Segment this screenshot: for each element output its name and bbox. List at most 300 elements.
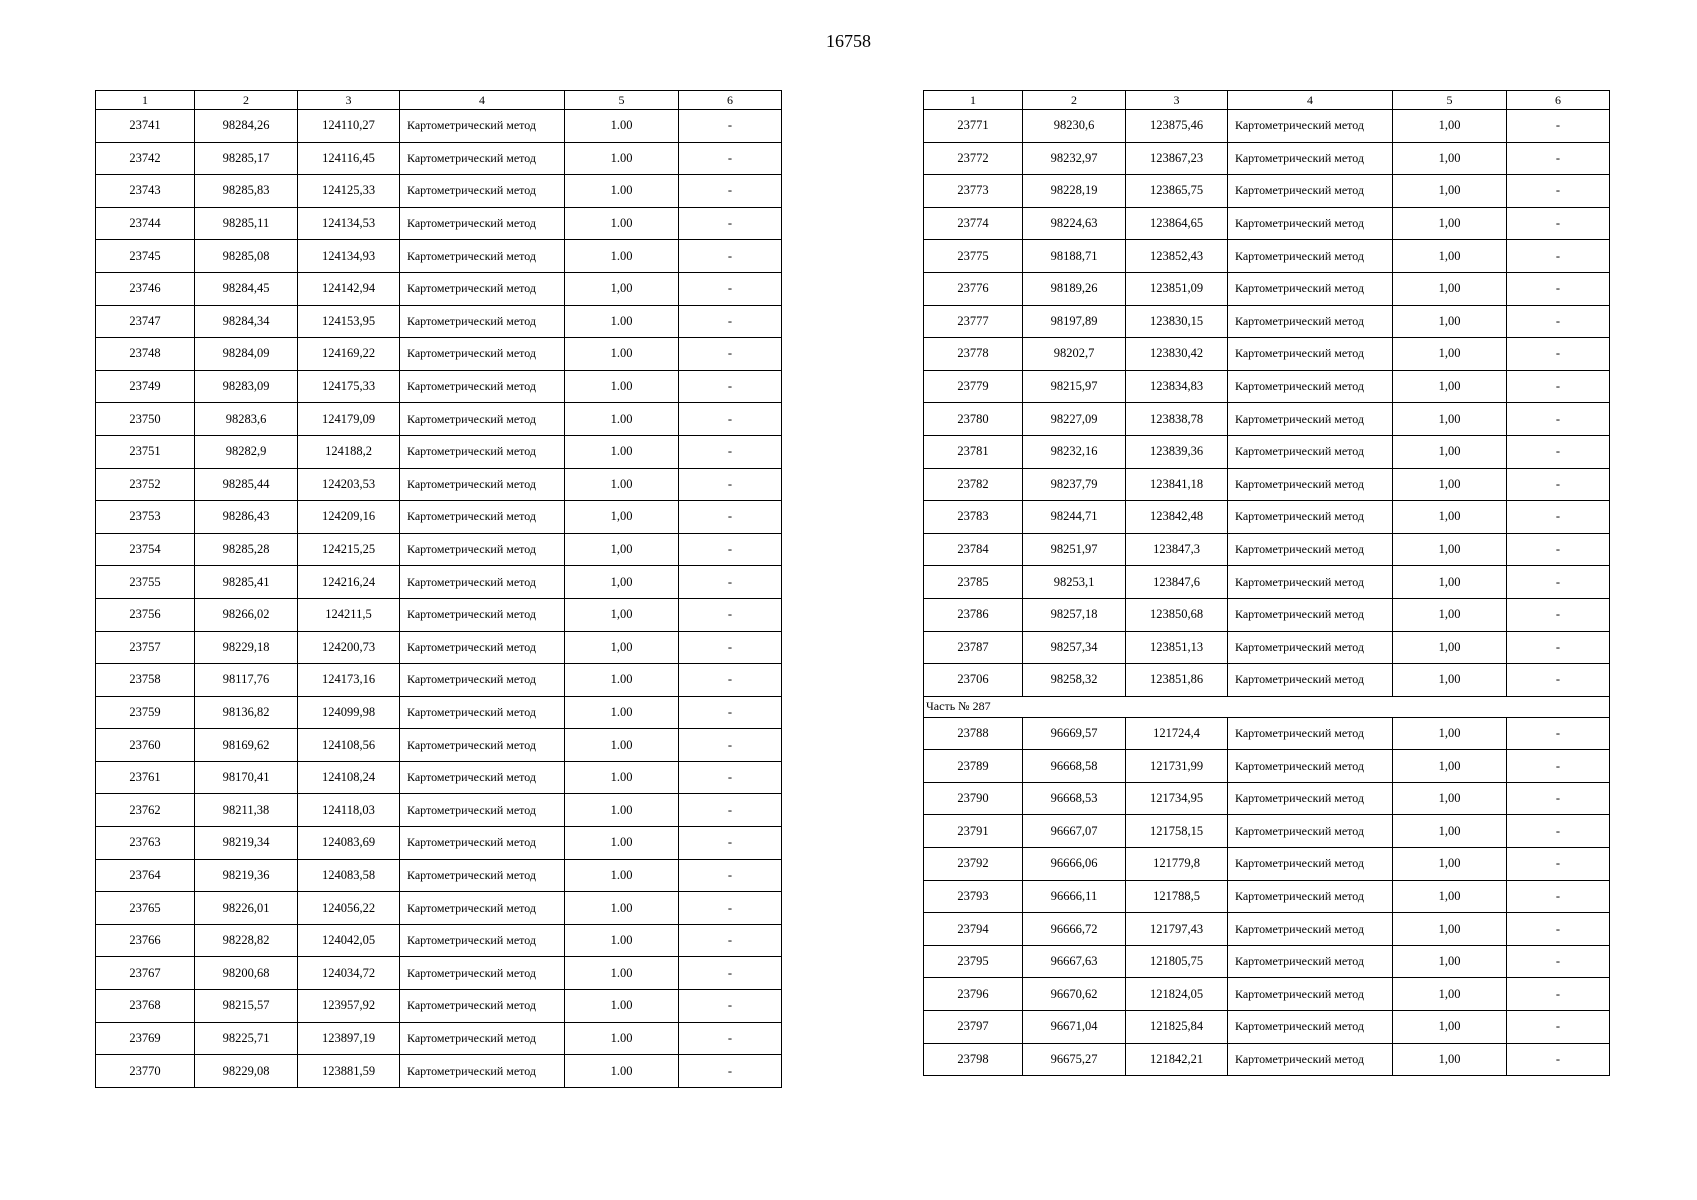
table-cell: 98284,45 — [195, 272, 298, 305]
table-cell: 23749 — [96, 370, 195, 403]
table-row — [924, 978, 1610, 1011]
column-header: 2 — [195, 91, 298, 110]
table-cell: 124083,58 — [298, 859, 400, 892]
table-cell: 1,00 — [565, 566, 679, 599]
table-cell: - — [1507, 717, 1610, 750]
table-row — [924, 207, 1610, 240]
table-cell: 1.00 — [565, 859, 679, 892]
table-cell: 1.00 — [565, 142, 679, 175]
table-cell: Картометрический метод — [1228, 913, 1393, 946]
table-cell: - — [1507, 750, 1610, 783]
table-cell: Картометрический метод — [400, 305, 565, 338]
table-cell: 123847,6 — [1126, 566, 1228, 599]
table-cell: 98286,43 — [195, 501, 298, 534]
table-cell: 1.00 — [565, 761, 679, 794]
table-cell: 1,00 — [1393, 533, 1507, 566]
table-cell: - — [679, 1022, 782, 1055]
table-cell: 98228,82 — [195, 924, 298, 957]
table-cell: 123957,92 — [298, 990, 400, 1023]
table-cell: 98228,19 — [1023, 175, 1126, 208]
table-cell: 123842,48 — [1126, 501, 1228, 534]
table-cell: 23783 — [924, 501, 1023, 534]
table-cell: 1.00 — [565, 468, 679, 501]
table-cell: 23795 — [924, 945, 1023, 978]
table-cell: 23766 — [96, 924, 195, 957]
table-cell: 1.00 — [565, 990, 679, 1023]
table-cell: Картометрический метод — [400, 794, 565, 827]
table-cell: 98197,89 — [1023, 305, 1126, 338]
table-row — [96, 631, 782, 664]
table-row — [96, 305, 782, 338]
table-row — [96, 175, 782, 208]
table-cell: 98253,1 — [1023, 566, 1126, 599]
table-cell: 123875,46 — [1126, 110, 1228, 143]
table-cell: 98284,09 — [195, 338, 298, 371]
table-cell: 123851,13 — [1126, 631, 1228, 664]
table-cell: 1,00 — [1393, 750, 1507, 783]
table-cell: 123841,18 — [1126, 468, 1228, 501]
table-cell: - — [679, 566, 782, 599]
table-cell: Картометрический метод — [1228, 717, 1393, 750]
table-cell: 98283,09 — [195, 370, 298, 403]
table-cell: - — [679, 305, 782, 338]
table-cell: 98229,08 — [195, 1055, 298, 1088]
table-row — [96, 859, 782, 892]
table-cell: 23759 — [96, 696, 195, 729]
table-cell: - — [679, 403, 782, 436]
table-cell: Картометрический метод — [400, 1055, 565, 1088]
table-cell: 23751 — [96, 435, 195, 468]
table-cell: 123865,75 — [1126, 175, 1228, 208]
table-cell: Картометрический метод — [400, 207, 565, 240]
table-cell: - — [1507, 370, 1610, 403]
table-row — [96, 729, 782, 762]
table-cell: 23770 — [96, 1055, 195, 1088]
table-cell: - — [679, 729, 782, 762]
table-cell: 1,00 — [1393, 598, 1507, 631]
table-cell: 23744 — [96, 207, 195, 240]
table-cell: Картометрический метод — [1228, 848, 1393, 881]
table-cell: 96670,62 — [1023, 978, 1126, 1011]
table-cell: Картометрический метод — [1228, 598, 1393, 631]
table-cell: 124215,25 — [298, 533, 400, 566]
table-row — [96, 794, 782, 827]
table-cell: 23748 — [96, 338, 195, 371]
table-cell: 121788,5 — [1126, 880, 1228, 913]
table-cell: 98211,38 — [195, 794, 298, 827]
table-cell: 23747 — [96, 305, 195, 338]
table-cell: 98285,83 — [195, 175, 298, 208]
table-body — [924, 110, 1610, 1076]
table-cell: Картометрический метод — [400, 110, 565, 143]
table-cell: 23788 — [924, 717, 1023, 750]
table-cell: 98215,97 — [1023, 370, 1126, 403]
table-cell: - — [1507, 468, 1610, 501]
table-cell: Картометрический метод — [1228, 338, 1393, 371]
table-header-row — [924, 91, 1610, 110]
table-cell: - — [1507, 110, 1610, 143]
table-cell: 23786 — [924, 598, 1023, 631]
table-cell: - — [679, 598, 782, 631]
table-cell: - — [679, 827, 782, 860]
table-cell: 1,00 — [1393, 848, 1507, 881]
section-row — [924, 696, 1610, 717]
table-cell: 124118,03 — [298, 794, 400, 827]
table-cell: 98285,44 — [195, 468, 298, 501]
table-cell: 23781 — [924, 435, 1023, 468]
table-cell: 23742 — [96, 142, 195, 175]
table-cell: 96666,11 — [1023, 880, 1126, 913]
table-cell: 1,00 — [1393, 717, 1507, 750]
table-cell: 1,00 — [1393, 370, 1507, 403]
table-cell: Картометрический метод — [1228, 945, 1393, 978]
column-header: 3 — [298, 91, 400, 110]
table-cell: Картометрический метод — [1228, 782, 1393, 815]
table-cell: 124083,69 — [298, 827, 400, 860]
table-row — [96, 957, 782, 990]
table-cell: 1,00 — [1393, 207, 1507, 240]
table-cell: 123838,78 — [1126, 403, 1228, 436]
table-cell: 1,00 — [1393, 110, 1507, 143]
table-cell: 98226,01 — [195, 892, 298, 925]
table-row — [924, 468, 1610, 501]
table-cell: 96669,57 — [1023, 717, 1126, 750]
column-header: 3 — [1126, 91, 1228, 110]
table-cell: 123847,3 — [1126, 533, 1228, 566]
table-cell: 98202,7 — [1023, 338, 1126, 371]
table-cell: 98136,82 — [195, 696, 298, 729]
table-cell: 121731,99 — [1126, 750, 1228, 783]
table-cell: 121734,95 — [1126, 782, 1228, 815]
table-cell: - — [1507, 1011, 1610, 1044]
table-cell: 23764 — [96, 859, 195, 892]
table-row — [924, 717, 1610, 750]
table-cell: - — [679, 990, 782, 1023]
table-cell: 123852,43 — [1126, 240, 1228, 273]
table-cell: 23756 — [96, 598, 195, 631]
table-cell: Картометрический метод — [1228, 142, 1393, 175]
table-cell: 23769 — [96, 1022, 195, 1055]
table-cell: 124056,22 — [298, 892, 400, 925]
table-cell: 98229,18 — [195, 631, 298, 664]
table-cell: 23763 — [96, 827, 195, 860]
coordinates-table-right — [923, 90, 1610, 1076]
table-cell: 98232,97 — [1023, 142, 1126, 175]
table-row — [924, 913, 1610, 946]
table-cell: - — [679, 338, 782, 371]
table-cell: 23761 — [96, 761, 195, 794]
column-header: 1 — [924, 91, 1023, 110]
table-cell: 123850,68 — [1126, 598, 1228, 631]
table-cell: 98219,36 — [195, 859, 298, 892]
table-row — [924, 1011, 1610, 1044]
table-cell: 23777 — [924, 305, 1023, 338]
table-cell: 1.00 — [565, 827, 679, 860]
table-cell: 98230,6 — [1023, 110, 1126, 143]
table-cell: 23767 — [96, 957, 195, 990]
table-cell: 98169,62 — [195, 729, 298, 762]
table-cell: 23755 — [96, 566, 195, 599]
table-cell: 23765 — [96, 892, 195, 925]
table-cell: 98285,17 — [195, 142, 298, 175]
table-cell: 1,00 — [565, 501, 679, 534]
table-cell: Картометрический метод — [400, 924, 565, 957]
table-cell: - — [1507, 207, 1610, 240]
table-cell: 1,00 — [1393, 338, 1507, 371]
table-cell: - — [679, 892, 782, 925]
table-cell: 98251,97 — [1023, 533, 1126, 566]
table-cell: 1,00 — [565, 272, 679, 305]
table-cell: 23780 — [924, 403, 1023, 436]
table-cell: 23790 — [924, 782, 1023, 815]
table-row — [96, 1022, 782, 1055]
table-cell: - — [1507, 945, 1610, 978]
table-cell: 1,00 — [1393, 272, 1507, 305]
table-cell: - — [679, 924, 782, 957]
table-cell: 23771 — [924, 110, 1023, 143]
coordinates-table-left — [95, 90, 782, 1088]
table-cell: 98285,08 — [195, 240, 298, 273]
table-cell: - — [1507, 566, 1610, 599]
table-cell: 23758 — [96, 664, 195, 697]
table-cell: 23773 — [924, 175, 1023, 208]
table-cell: 96668,58 — [1023, 750, 1126, 783]
table-cell: - — [1507, 501, 1610, 534]
table-cell: - — [1507, 305, 1610, 338]
section-label: Часть № 287 — [924, 696, 1610, 717]
table-cell: 1.00 — [565, 696, 679, 729]
table-cell: 96668,53 — [1023, 782, 1126, 815]
table-cell: 124110,27 — [298, 110, 400, 143]
table-row — [924, 403, 1610, 436]
table-cell: 96667,63 — [1023, 945, 1126, 978]
table-cell: Картометрический метод — [400, 631, 565, 664]
table-cell: 124142,94 — [298, 272, 400, 305]
table-row — [924, 272, 1610, 305]
table-cell: 121724,4 — [1126, 717, 1228, 750]
table-cell: Картометрический метод — [400, 990, 565, 1023]
table-cell: 123897,19 — [298, 1022, 400, 1055]
table-cell: 23768 — [96, 990, 195, 1023]
table-cell: - — [1507, 631, 1610, 664]
table-cell: 96671,04 — [1023, 1011, 1126, 1044]
table-cell: 23741 — [96, 110, 195, 143]
table-cell: Картометрический метод — [1228, 468, 1393, 501]
table-row — [96, 924, 782, 957]
table-cell: 23753 — [96, 501, 195, 534]
table-row — [96, 1055, 782, 1088]
table-row — [924, 750, 1610, 783]
table-cell: 1,00 — [1393, 501, 1507, 534]
column-header: 6 — [1507, 91, 1610, 110]
table-cell: - — [679, 435, 782, 468]
table-cell: 124042,05 — [298, 924, 400, 957]
page-number: 16758 — [826, 31, 871, 51]
table-cell: 123834,83 — [1126, 370, 1228, 403]
table-row — [96, 761, 782, 794]
table-cell: 23784 — [924, 533, 1023, 566]
table-cell: 124173,16 — [298, 664, 400, 697]
table-cell: 23754 — [96, 533, 195, 566]
table-cell: 23775 — [924, 240, 1023, 273]
table-cell: Картометрический метод — [1228, 370, 1393, 403]
table-cell: Картометрический метод — [1228, 403, 1393, 436]
table-cell: Картометрический метод — [1228, 501, 1393, 534]
table-cell: 121797,43 — [1126, 913, 1228, 946]
table-row — [924, 501, 1610, 534]
table-cell: 23791 — [924, 815, 1023, 848]
table-cell: - — [679, 110, 782, 143]
table-cell: Картометрический метод — [400, 142, 565, 175]
table-cell: 96667,07 — [1023, 815, 1126, 848]
table-row — [96, 696, 782, 729]
table-cell: 124203,53 — [298, 468, 400, 501]
table-cell: 121758,15 — [1126, 815, 1228, 848]
table-cell: 98170,41 — [195, 761, 298, 794]
table-cell: 98285,11 — [195, 207, 298, 240]
table-row — [924, 815, 1610, 848]
table-cell: 1.00 — [565, 305, 679, 338]
table-cell: 98283,6 — [195, 403, 298, 436]
table-cell: 23779 — [924, 370, 1023, 403]
table-cell: Картометрический метод — [400, 859, 565, 892]
table-cell: 124134,93 — [298, 240, 400, 273]
table-cell: 1,00 — [1393, 468, 1507, 501]
table-cell: 123839,36 — [1126, 435, 1228, 468]
table-cell: - — [1507, 664, 1610, 697]
column-header: 4 — [400, 91, 565, 110]
table-cell: Картометрический метод — [400, 957, 565, 990]
table-row — [96, 827, 782, 860]
table-cell: 98117,76 — [195, 664, 298, 697]
table-row — [96, 207, 782, 240]
table-cell: 1,00 — [1393, 240, 1507, 273]
table-cell: - — [1507, 913, 1610, 946]
table-row — [96, 468, 782, 501]
table-row — [96, 664, 782, 697]
table-cell: - — [679, 696, 782, 729]
table-cell: 23757 — [96, 631, 195, 664]
table-cell: - — [1507, 435, 1610, 468]
column-header: 2 — [1023, 91, 1126, 110]
table-cell: 23776 — [924, 272, 1023, 305]
table-cell: Картометрический метод — [400, 370, 565, 403]
table-cell: 98257,34 — [1023, 631, 1126, 664]
table-cell: 23789 — [924, 750, 1023, 783]
table-cell: 23743 — [96, 175, 195, 208]
table-row — [924, 370, 1610, 403]
table-row — [96, 892, 782, 925]
table-cell: 23778 — [924, 338, 1023, 371]
table-cell: 23746 — [96, 272, 195, 305]
table-cell: - — [679, 1055, 782, 1088]
table-cell: - — [679, 794, 782, 827]
column-header: 4 — [1228, 91, 1393, 110]
table-cell: 1.00 — [565, 403, 679, 436]
table-cell: 124125,33 — [298, 175, 400, 208]
table-cell: 1,00 — [1393, 142, 1507, 175]
table-cell: 98284,26 — [195, 110, 298, 143]
table-row — [924, 142, 1610, 175]
table-cell: Картометрический метод — [400, 664, 565, 697]
table-cell: Картометрический метод — [1228, 305, 1393, 338]
table-row — [924, 1043, 1610, 1076]
table-cell: Картометрический метод — [1228, 533, 1393, 566]
table-cell: 98258,32 — [1023, 664, 1126, 697]
table-cell: - — [679, 175, 782, 208]
table-cell: 1.00 — [565, 240, 679, 273]
table-cell: 23772 — [924, 142, 1023, 175]
table-cell: 1,00 — [1393, 782, 1507, 815]
table-row — [96, 370, 782, 403]
table-cell: - — [679, 761, 782, 794]
table-cell: 98219,34 — [195, 827, 298, 860]
table-cell: 121842,21 — [1126, 1043, 1228, 1076]
table-cell: Картометрический метод — [400, 501, 565, 534]
table-cell: Картометрический метод — [400, 566, 565, 599]
table-cell: 23752 — [96, 468, 195, 501]
table-cell: 1,00 — [1393, 435, 1507, 468]
table-row — [924, 338, 1610, 371]
table-cell: - — [1507, 598, 1610, 631]
table-cell: 1.00 — [565, 175, 679, 208]
table-cell: 98257,18 — [1023, 598, 1126, 631]
table-cell: 1.00 — [565, 924, 679, 957]
table-row — [924, 110, 1610, 143]
table-cell: 98282,9 — [195, 435, 298, 468]
table-cell: - — [1507, 978, 1610, 1011]
table-row — [924, 598, 1610, 631]
table-cell: Картометрический метод — [400, 403, 565, 436]
table-cell: 1.00 — [565, 207, 679, 240]
table-cell: 23785 — [924, 566, 1023, 599]
table-cell: Картометрический метод — [1228, 631, 1393, 664]
column-header: 5 — [1393, 91, 1507, 110]
table-cell: 1,00 — [1393, 978, 1507, 1011]
table-cell: Картометрический метод — [400, 729, 565, 762]
table-cell: Картометрический метод — [1228, 110, 1393, 143]
column-header: 1 — [96, 91, 195, 110]
table-cell: - — [679, 207, 782, 240]
table-cell: 1.00 — [565, 1022, 679, 1055]
table-cell: Картометрический метод — [400, 598, 565, 631]
table-cell: 98200,68 — [195, 957, 298, 990]
table-cell: 1,00 — [565, 598, 679, 631]
table-cell: 1.00 — [565, 664, 679, 697]
table-cell: - — [679, 631, 782, 664]
table-cell: 23798 — [924, 1043, 1023, 1076]
table-cell: - — [679, 957, 782, 990]
table-cell: - — [679, 370, 782, 403]
table-cell: 98285,41 — [195, 566, 298, 599]
table-cell: 98227,09 — [1023, 403, 1126, 436]
table-cell: 124188,2 — [298, 435, 400, 468]
table-cell: 23750 — [96, 403, 195, 436]
table-cell: 121825,84 — [1126, 1011, 1228, 1044]
table-cell: 1.00 — [565, 957, 679, 990]
table-cell: 1.00 — [565, 435, 679, 468]
table-cell: 23706 — [924, 664, 1023, 697]
table-cell: - — [679, 272, 782, 305]
table-cell: 1.00 — [565, 794, 679, 827]
table-row — [924, 945, 1610, 978]
table-cell: Картометрический метод — [400, 533, 565, 566]
table-cell: Картометрический метод — [1228, 566, 1393, 599]
table-row — [924, 240, 1610, 273]
table-cell: 124134,53 — [298, 207, 400, 240]
table-body — [96, 110, 782, 1088]
table-row — [924, 631, 1610, 664]
